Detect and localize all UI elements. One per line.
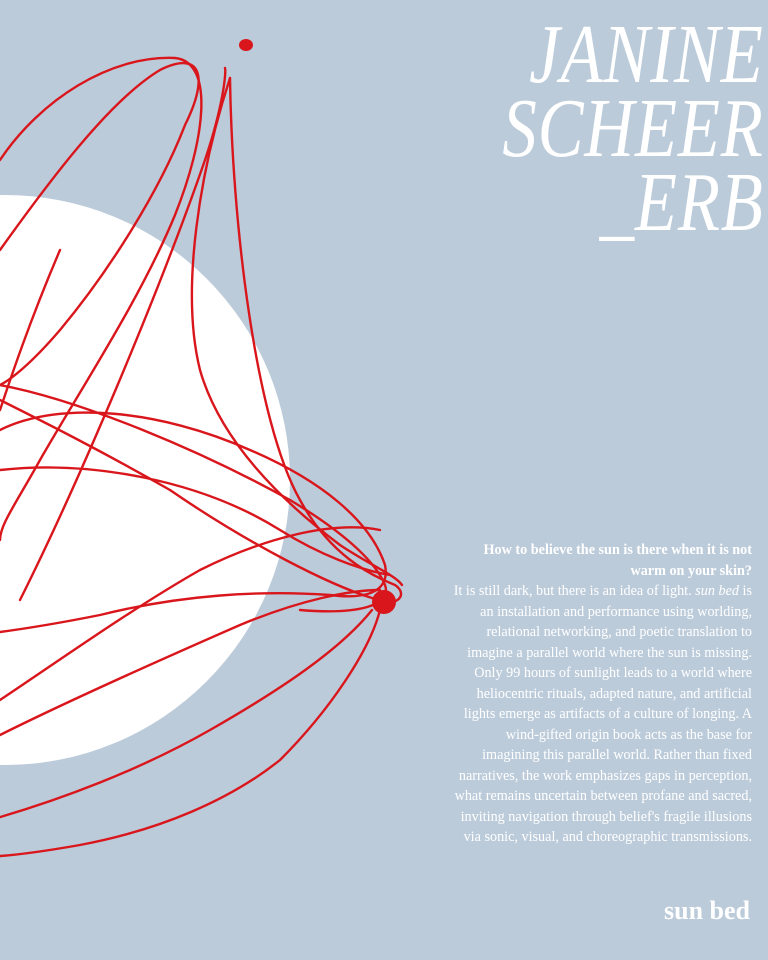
work-title: sun bed	[664, 896, 750, 925]
work-name-inline: sun bed	[695, 583, 739, 599]
artist-name-line-2: SCHEER	[502, 82, 764, 175]
artist-name-title	[502, 8, 764, 249]
red-dot-top	[239, 39, 253, 51]
description-intro: It is still dark, but there is an idea of light.	[453, 583, 692, 599]
description-question: How to believe the sun is there when it is not warm on your skin?	[483, 542, 752, 579]
description-block	[452, 540, 752, 848]
artist-name-line-1: JANINE	[529, 8, 764, 101]
artist-name-line-3: _ERB	[600, 156, 764, 249]
description-main-text: is an installation and performance using worlding, relational networking, and poetic translation to imagine a parallel world where the sun is missing. Only 99 hours of sunlight leads to a world where heliocentric rituals, adapted nature, and artificial lights emerge as artifacts of a culture of longing. A wind-gifted origin book acts as the base for imagining this parallel world. Rather than fixed narratives, the work emphasizes gaps in perception, what remains uncertain between profane and sacred, inviting navigation through belief's fragile illusions via sonic, visual, and choreographic transmissions.	[454, 583, 752, 845]
red-knot	[372, 590, 396, 614]
description-body	[452, 581, 752, 848]
